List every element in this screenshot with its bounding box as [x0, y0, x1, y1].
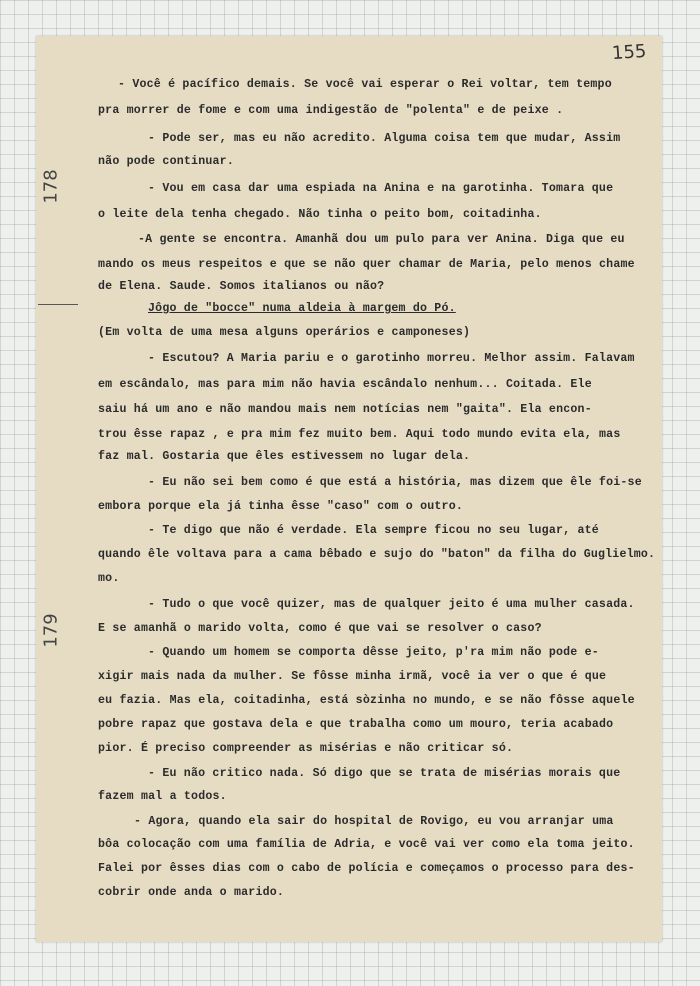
text-line: fazem mal a todos. [98, 790, 227, 803]
text-line: de Elena. Saude. Somos italianos ou não? [98, 280, 385, 293]
text-line: - Escutou? A Maria pariu e o garotinho morreu. Melhor assim. Falavam [148, 352, 635, 365]
text-line: pior. É preciso compreender as misérias e não criticar só. [98, 742, 514, 755]
text-line: saiu há um ano e não mandou mais nem notícias nem "gaita". Ela encon- [98, 403, 592, 416]
text-line: pobre rapaz que gostava dela e que trabalha como um mouro, teria acabado [98, 718, 614, 731]
page-number: 155 [611, 40, 648, 65]
text-line: mo. [98, 572, 120, 585]
text-line: o leite dela tenha chegado. Não tinha o peito bom, coitadinha. [98, 208, 542, 221]
text-line: - Você é pacífico demais. Se você vai esperar o Rei voltar, tem tempo [118, 78, 612, 91]
margin-note: 179 [40, 613, 62, 648]
text-line: mando os meus respeitos e que se não quer chamar de Maria, pelo menos chame [98, 258, 635, 271]
text-line: - Agora, quando ela sair do hospital de Rovigo, eu vou arranjar uma [134, 815, 614, 828]
text-line: pra morrer de fome e com uma indigestão de "polenta" e de peixe . [98, 104, 564, 117]
text-line: -A gente se encontra. Amanhã dou um pulo para ver Anina. Diga que eu [138, 233, 625, 246]
text-line: xigir mais nada da mulher. Se fôsse minha irmã, você ia ver o que é que [98, 670, 607, 683]
text-line: - Eu não sei bem como é que está a história, mas dizem que êle foi-se [148, 476, 642, 489]
text-line: - Quando um homem se comporta dêsse jeito, p'ra mim não pode e- [148, 646, 599, 659]
text-line: - Tudo o que você quizer, mas de qualquer jeito é uma mulher casada. [148, 598, 635, 611]
text-line: quando êle voltava para a cama bêbado e sujo do "baton" da filha do Guglielmo. [98, 548, 656, 561]
stage-direction: (Em volta de uma mesa alguns operários e camponeses) [98, 326, 471, 339]
text-line: cobrir onde anda o marido. [98, 886, 285, 899]
text-line: eu fazia. Mas ela, coitadinha, está sòzinha no mundo, e se não fôsse aquele [98, 694, 635, 707]
text-line: - Te digo que não é verdade. Ela sempre ficou no seu lugar, até [148, 524, 599, 537]
scene-heading: Jôgo de "bocce" numa aldeia à margem do Pó. [148, 302, 456, 315]
text-line: embora porque ela já tinha êsse "caso" com o outro. [98, 500, 464, 513]
margin-note: 178 [40, 169, 62, 204]
text-line: - Vou em casa dar uma espiada na Anina e na garotinha. Tomara que [148, 182, 614, 195]
text-line: - Pode ser, mas eu não acredito. Alguma coisa tem que mudar, Assim [148, 132, 621, 145]
text-line: trou êsse rapaz , e pra mim fez muito bem. Aqui todo mundo evita ela, mas [98, 428, 621, 441]
text-line: faz mal. Gostaria que êles estivessem no lugar dela. [98, 450, 471, 463]
text-line: - Eu não critico nada. Só digo que se trata de misérias morais que [148, 767, 621, 780]
text-line: não pode continuar. [98, 155, 234, 168]
text-line: bôa colocação com uma família de Adria, e você vai ver como ela toma jeito. [98, 838, 635, 851]
text-line: E se amanhã o marido volta, como é que vai se resolver o caso? [98, 622, 542, 635]
text-line: em escândalo, mas para mim não havia escândalo nenhum... Coitada. Ele [98, 378, 592, 391]
text-line: Falei por êsses dias com o cabo de polícia e começamos o processo para des- [98, 862, 635, 875]
margin-rule [38, 304, 78, 305]
